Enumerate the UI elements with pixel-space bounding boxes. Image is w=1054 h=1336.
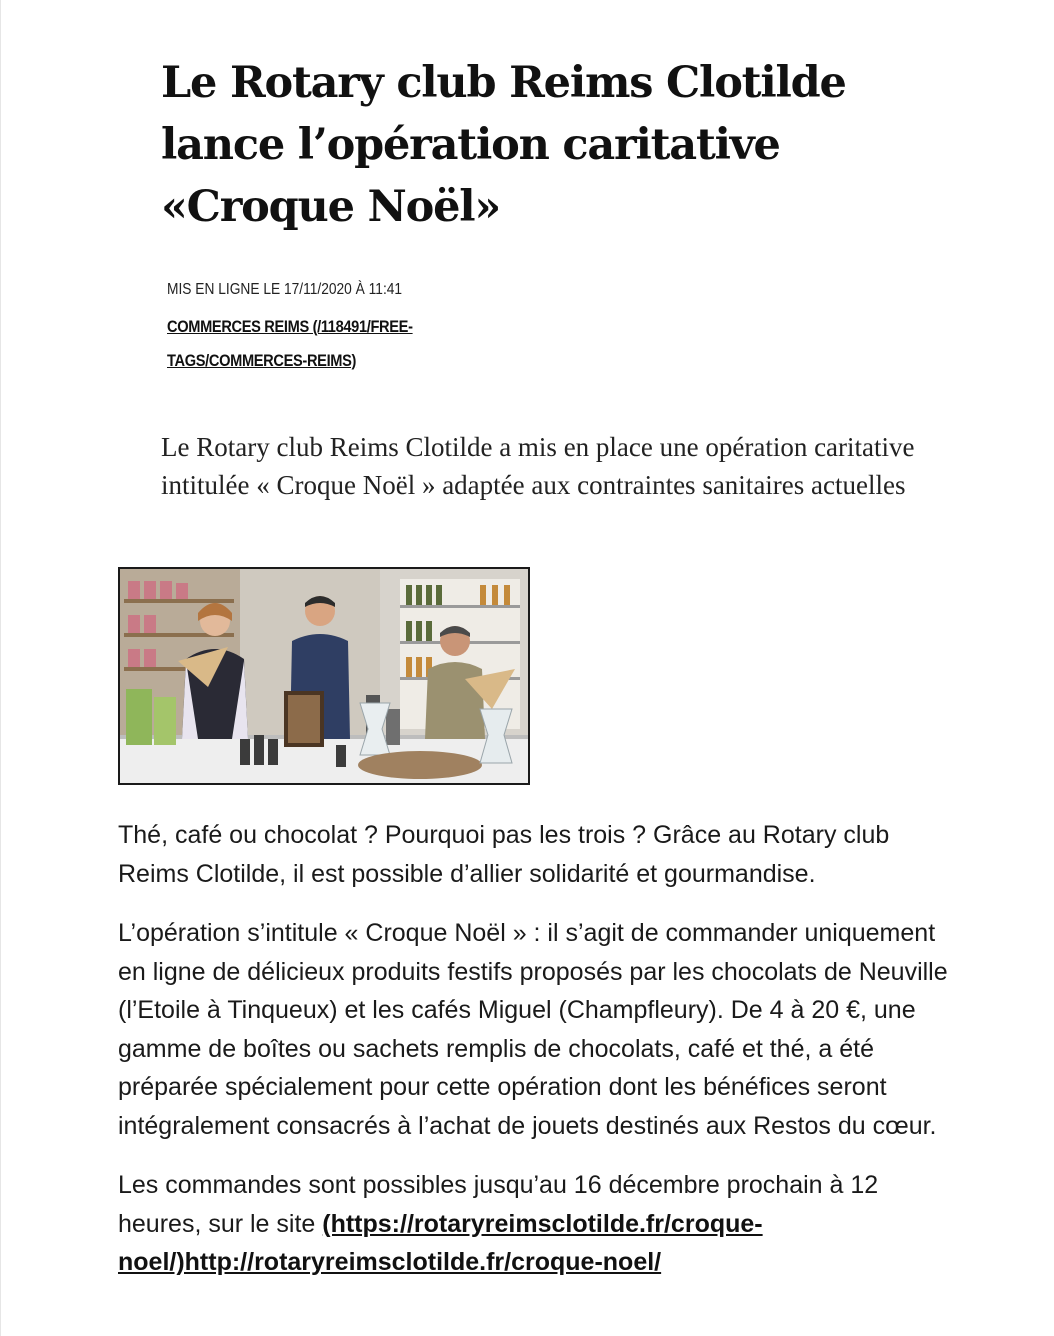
tag-link-line-1: COMMERCES REIMS (/118491/FREE-	[167, 317, 413, 336]
tag-link-commerces-reims[interactable]	[167, 310, 567, 378]
article-photo-icon	[120, 569, 528, 783]
article-body	[118, 816, 948, 1303]
croque-noel-site-link[interactable]: (https://rotaryreimsclotilde.fr/croque-noel/)http://rotaryreimsclotilde.fr/croque-noel/	[118, 1209, 763, 1276]
body-paragraph-3-text: Les commandes sont possibles jusqu’au 16 décembre prochain à 12 heures, sur le site	[118, 1171, 879, 1238]
tag-link-line-2: TAGS/COMMERCES-REIMS)	[167, 351, 357, 370]
publish-date: MIS EN LIGNE LE 17/11/2020 À 11:41	[167, 281, 403, 298]
article-meta	[167, 276, 587, 378]
body-paragraph-3	[118, 1166, 948, 1282]
article-lede: Le Rotary club Reims Clotilde a mis en place une opération caritative intitulée « Croque Noël » adaptée aux contraintes sanitaires actuelles	[161, 432, 915, 500]
body-paragraph-1: Thé, café ou chocolat ? Pourquoi pas les trois ? Grâce au Rotary club Reims Clotilde, il est possible d’allier solidarité et gourmandise.	[118, 821, 890, 888]
article-photo	[118, 567, 530, 785]
article-title: Le Rotary club Reims Clotilde lance l’opération caritative «Croque Noël»	[161, 58, 846, 232]
body-paragraph-2: L’opération s’intitule « Croque Noël » : il s’agit de commander uniquement en ligne de délicieux produits festifs proposés par les chocolats de Neuville (l’Etoile à Tinqueux) et les cafés Miguel (Champfleury). De 4 à 20 €, une gamme de boîtes ou sachets remplis de chocolats, café et thé, a été préparée spécialement pour cette opération dont les bénéfices seront intégralement consacrés à l’achat de jouets destinés aux Restos du cœur.	[118, 919, 948, 1140]
